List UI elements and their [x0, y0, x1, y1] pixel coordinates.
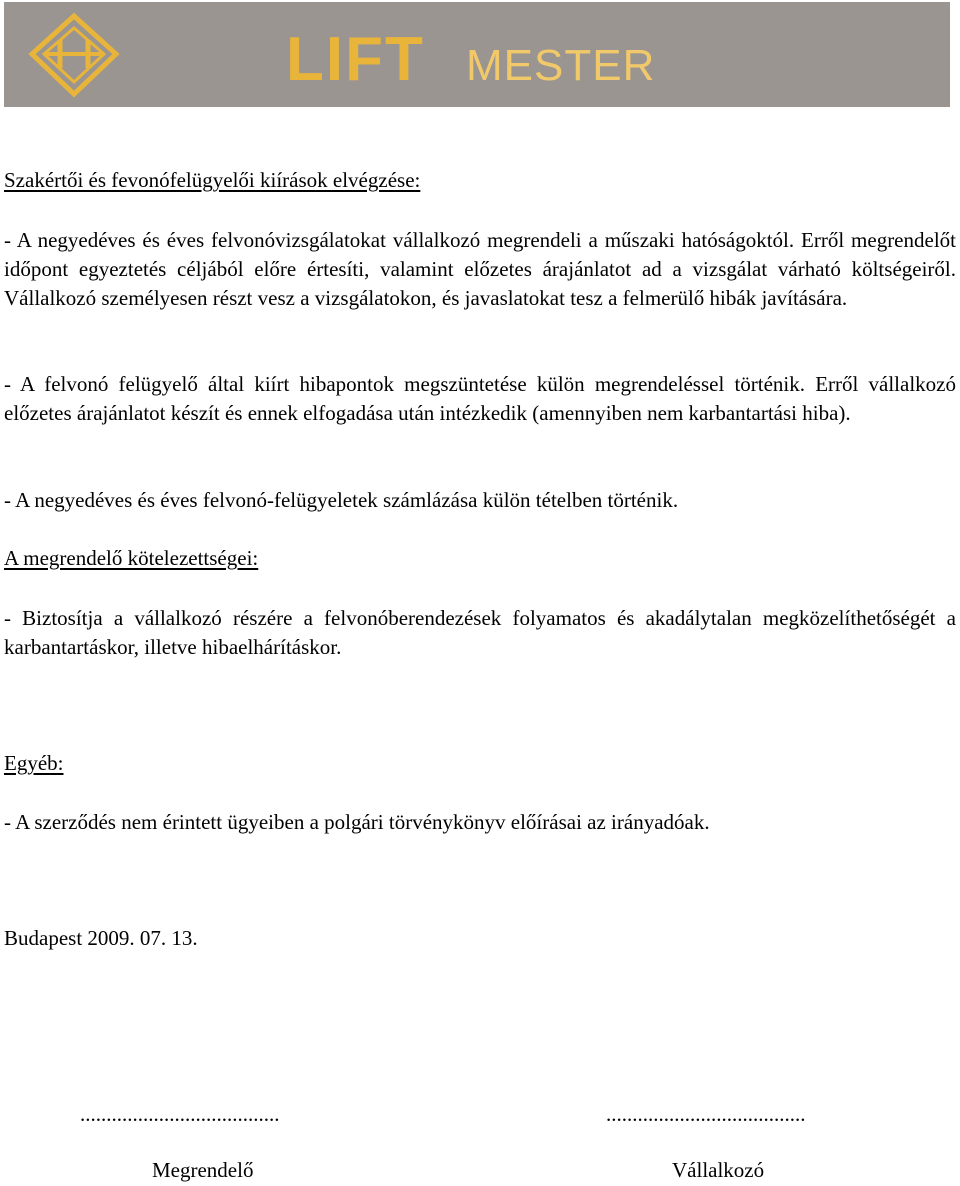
logo-word-bold: LIFT	[286, 25, 425, 94]
signature-line-right: ......................................	[606, 1102, 806, 1126]
section-heading-other: Egyéb:	[4, 751, 64, 775]
signature-label-contractor: Vállalkozó	[672, 1158, 765, 1182]
expert-paragraph-1: - A negyedéves és éves felvonóvizsgálatokat vállalkozó megrendeli a műszaki hatóságoktól. Erről megrendelőt időpont egyeztetés céljából előre értesíti, valamint előzetes árajánlatot ad a vizsgálat várható költségeiről. Vállalkozó személyesen részt vesz a vizsgálatokon, és javaslatokat tesz a felmerülő hibák javítására.	[4, 228, 956, 310]
expert-paragraph-3: - A negyedéves és éves felvonó-felügyeletek számlázása külön tételben történik.	[4, 488, 679, 512]
liftmester-logo	[4, 2, 950, 107]
obligations-paragraph-1: - Biztosítja a vállalkozó részére a felvonóberendezések folyamatos és akadálytalan megközelíthetőségét a karbantartáskor, illetve hibaelhárításkor.	[4, 606, 956, 659]
section-heading-obligations: A megrendelő kötelezettségei:	[4, 546, 259, 570]
signature-label-client: Megrendelő	[152, 1158, 254, 1182]
logo-word-light: MESTER	[466, 41, 656, 90]
signature-line-left: ......................................	[80, 1102, 280, 1126]
header-banner	[4, 2, 950, 107]
logo-emblem-icon	[32, 16, 116, 94]
place-date: Budapest 2009. 07. 13.	[4, 926, 198, 950]
section-heading-expert: Szakértői és fevonófelügyelői kiírások elvégzése:	[4, 168, 421, 192]
other-paragraph-1: - A szerződés nem érintett ügyeiben a polgári törvénykönyv előírásai az irányadóak.	[4, 810, 710, 834]
expert-paragraph-2: - A felvonó felügyelő által kiírt hibapontok megszüntetése külön megrendeléssel történik. Erről vállalkozó előzetes árajánlatot készít és ennek elfogadása után intézkedik (amennyiben nem karbantartási hiba).	[4, 372, 956, 425]
